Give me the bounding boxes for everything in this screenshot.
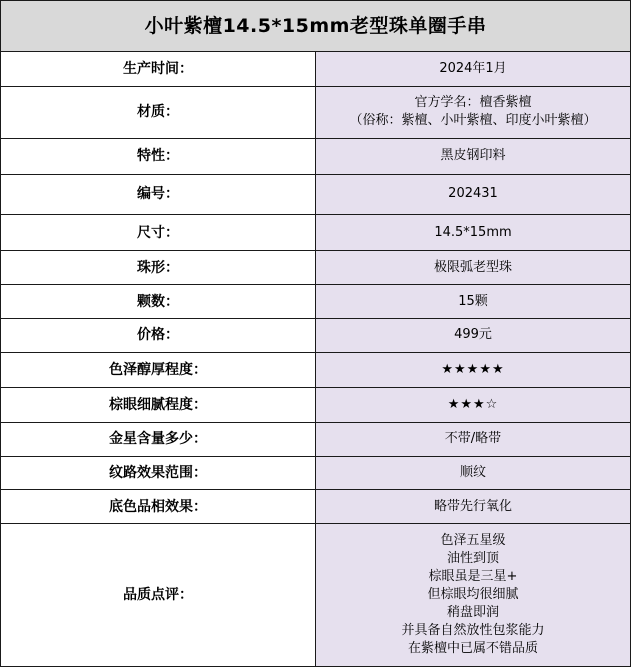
gold-star-label: 金星含量多少：	[1, 422, 316, 456]
material-line: （俗称：紫檀、小叶紫檀、印度小叶紫檀）	[349, 113, 597, 129]
grain-rating-stars: ★★★☆	[316, 387, 631, 422]
serial-label: 编号：	[1, 174, 316, 214]
material-line: 官方学名：檀香紫檀	[414, 95, 532, 111]
price-label: 价格：	[1, 319, 316, 352]
grain-rating-label: 棕眼细腻程度：	[1, 387, 316, 422]
spec-row-color-rating	[1, 352, 631, 387]
feature-label: 特性：	[1, 138, 316, 174]
size-label: 尺寸：	[1, 214, 316, 250]
spec-row-price	[1, 319, 631, 352]
title-row	[1, 1, 631, 52]
gold-star-value: 不带/略带	[316, 422, 631, 456]
base-color-value: 略带先行氧化	[316, 490, 631, 524]
spec-row-size	[1, 214, 631, 250]
spec-row-bead-shape	[1, 251, 631, 285]
review-line: 并具备自然放性包浆能力	[401, 623, 545, 639]
spec-row-base-color	[1, 490, 631, 524]
spec-row-serial	[1, 174, 631, 214]
bead-count-value: 15颗	[316, 285, 631, 319]
size-value: 14.5*15mm	[316, 214, 631, 250]
review-value	[316, 524, 631, 667]
base-color-label: 底色品相效果：	[1, 490, 316, 524]
spec-row-review	[1, 524, 631, 667]
spec-row-bead-count	[1, 285, 631, 319]
review-line: 稍盘即润	[446, 605, 499, 621]
spec-row-production-time	[1, 52, 631, 87]
serial-value: 202431	[316, 174, 631, 214]
production-time-value: 2024年1月	[316, 52, 631, 87]
production-time-label: 生产时间：	[1, 52, 316, 87]
review-line: 棕眼虽是三星+	[428, 569, 518, 585]
material-value	[316, 87, 631, 138]
review-label: 品质点评：	[1, 524, 316, 667]
review-line: 油性到顶	[446, 551, 499, 567]
color-rating-label: 色泽醇厚程度：	[1, 352, 316, 387]
pattern-value: 顺纹	[316, 456, 631, 489]
bead-count-label: 颗数：	[1, 285, 316, 319]
review-line: 但棕眼均很细腻	[427, 587, 519, 603]
product-title: 小叶紫檀14.5*15mm老型珠单圈手串	[1, 1, 631, 52]
color-rating-stars: ★★★★★	[316, 352, 631, 387]
spec-row-grain-rating	[1, 387, 631, 422]
review-line: 色泽五星级	[440, 533, 506, 549]
pattern-label: 纹路效果范围：	[1, 456, 316, 489]
spec-row-pattern	[1, 456, 631, 489]
spec-row-feature	[1, 138, 631, 174]
material-label: 材质：	[1, 87, 316, 138]
spec-row-material	[1, 87, 631, 138]
bead-shape-value: 极限弧老型珠	[316, 251, 631, 285]
review-line: 在紫檀中已属不错品质	[407, 641, 538, 657]
price-value: 499元	[316, 319, 631, 352]
feature-value: 黑皮钢印料	[316, 138, 631, 174]
bead-shape-label: 珠形：	[1, 251, 316, 285]
spec-row-gold-star	[1, 422, 631, 456]
